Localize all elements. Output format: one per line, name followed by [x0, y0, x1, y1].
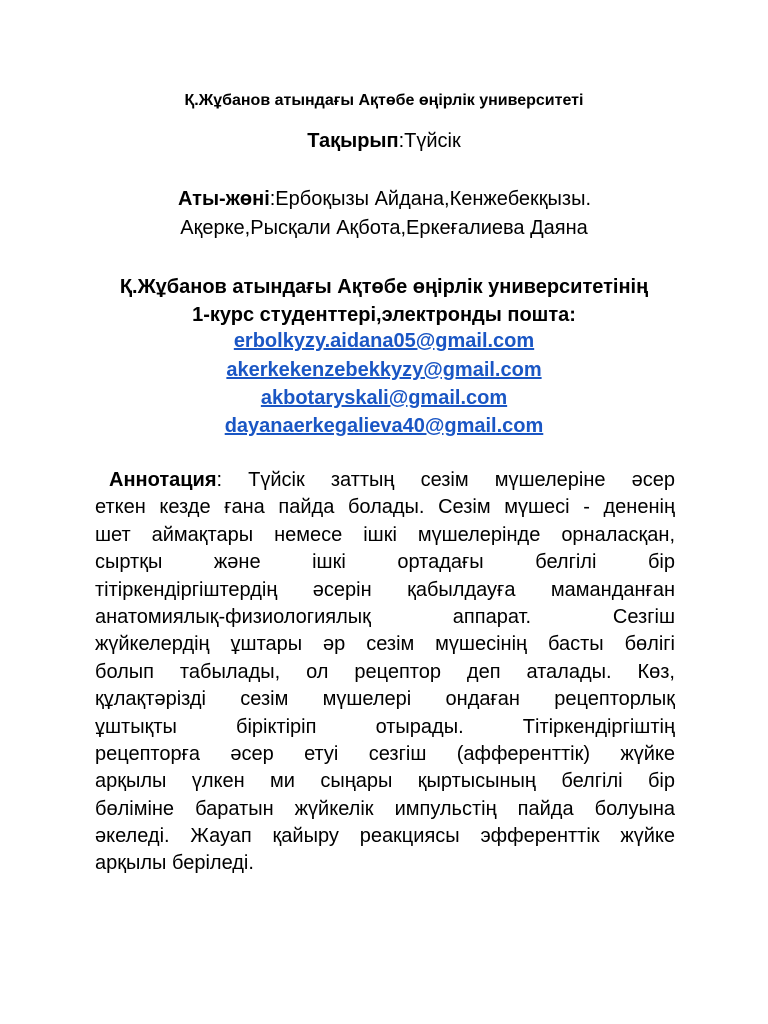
university-title: Қ.Жұбанов атындағы Ақтөбе өңірлік университеті [184, 92, 584, 109]
authors-line-2: Ақерке,Рысқали Ақбота,Еркеғалиева Даяна [180, 217, 588, 239]
abstract-line: ұштықты біріктіріп отырады. Тітіркендіргіштің [95, 715, 675, 738]
abstract-line: арқылы үлкен ми сыңары қыртысының белгілі бір [95, 770, 675, 793]
abstract-text: : Түйсік заттың сезім мүшелеріне әсер [216, 469, 675, 491]
topic-label: Тақырып [307, 130, 399, 152]
abstract-line: еткен кезде ғана пайда болады. Сезім мүшесі - дененің [95, 496, 675, 519]
email-link-3[interactable]: akbotaryskali@gmail.com [260, 387, 508, 409]
email-line [0, 415, 768, 438]
abstract-line: болып табылады, ол рецептор деп аталады. Көз, [95, 660, 675, 683]
topic-line [0, 130, 768, 153]
abstract-line: сыртқы және ішкі ортадағы белгілі бір [95, 551, 675, 574]
abstract-line: шет аймақтары немесе ішкі мүшелерінде орналасқан, [95, 523, 675, 546]
abstract-line: әкеледі. Жауап қайыру реакциясы эфференттік жүйке [95, 825, 675, 848]
authors-label: Аты-жөні [178, 188, 270, 210]
affiliation-line-1: Қ.Жұбанов атындағы Ақтөбе өңірлік университетінің [119, 276, 649, 298]
abstract-line: тітіркендіргіштердің әсерін қабылдауға маманданған [95, 578, 675, 601]
email-line [0, 330, 768, 353]
abstract-line [95, 467, 675, 494]
email-link-2[interactable]: akerkekenzebekkyzy@gmail.com [226, 359, 542, 381]
email-line [0, 359, 768, 382]
abstract-label: Аннотация [109, 469, 217, 491]
authors-line-1 [178, 188, 591, 211]
abstract-line: анатомиялық-физиологиялық аппарат. Сезгіш [95, 605, 675, 628]
abstract-line: бөліміне баратын жүйкелік импульстің пайда болуына [95, 797, 675, 820]
email-link-1[interactable]: erbolkyzy.aidana05@gmail.com [233, 330, 535, 352]
abstract-line: рецепторға әсер етуі сезгіш (афференттік) жүйке [95, 742, 675, 765]
abstract-line: арқылы беріледі. [95, 852, 254, 875]
topic-value: :Түйсік [398, 130, 461, 152]
email-link-4[interactable]: dayanaerkegalieva40@gmail.com [224, 415, 544, 437]
affiliation-line-2: 1-курс студенттері,электронды пошта: [192, 304, 576, 326]
abstract-line: жүйкелердің ұштары әр сезім мүшесінің басты бөлігі [95, 633, 675, 656]
authors-text-1: :Ербоқызы Айдана,Кенжебекқызы. [269, 188, 592, 210]
email-line [0, 387, 768, 410]
abstract-line: құлақтәрізді сезім мүшелері ондаған рецепторлық [95, 688, 675, 711]
abstract-paragraph [95, 467, 675, 878]
